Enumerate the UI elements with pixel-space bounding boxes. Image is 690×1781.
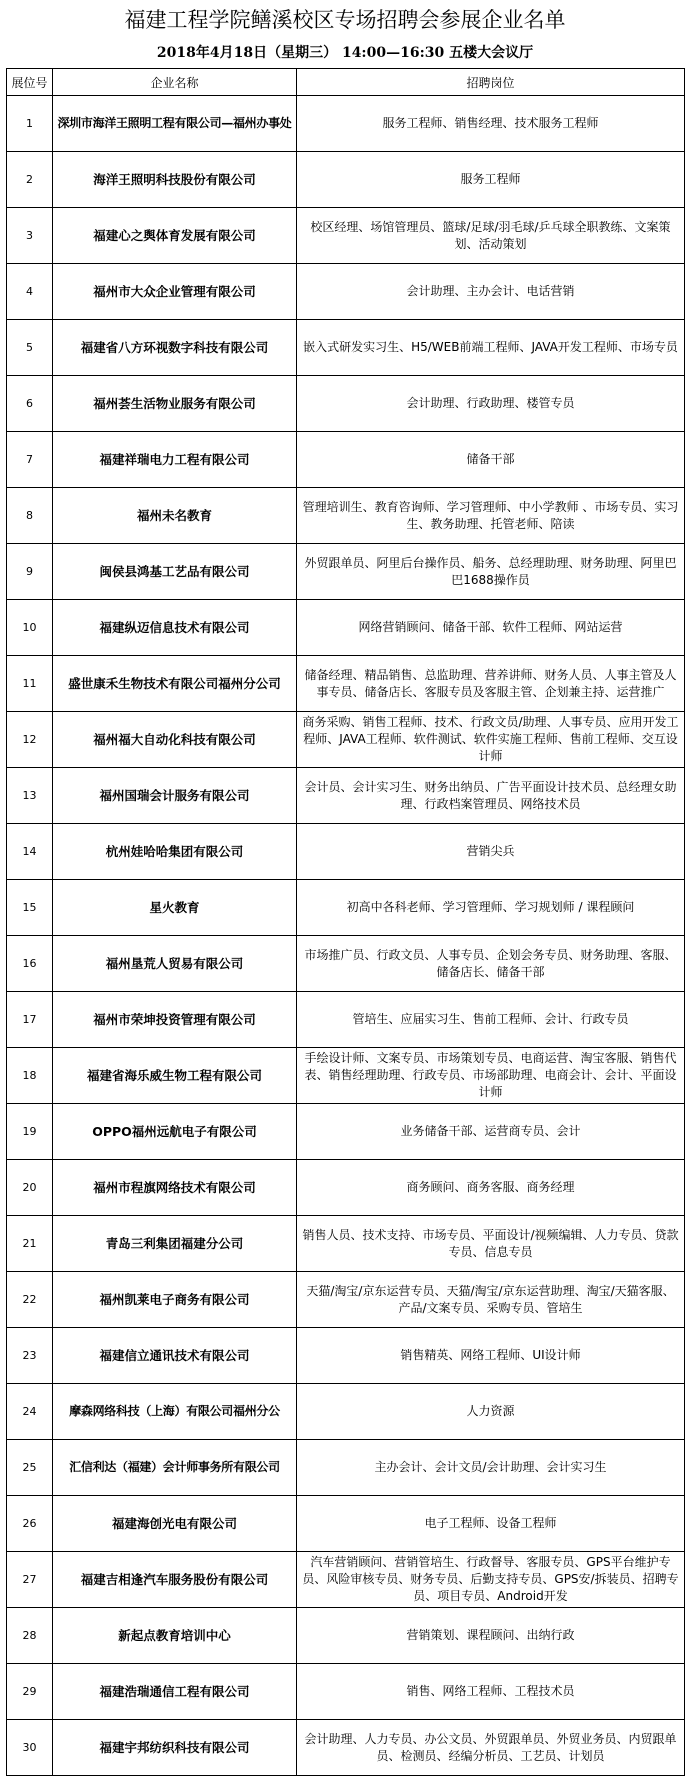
table-row [7, 600, 685, 656]
booth-number: 4 [7, 264, 53, 320]
company-name: 福建信立通讯技术有限公司 [53, 1328, 297, 1384]
positions: 储备经理、精品销售、总监助理、营养讲师、财务人员、人事主管及人事专员、储备店长、客服专员及客服主管、企划兼主持、运营推广 [297, 656, 685, 712]
table-row [7, 376, 685, 432]
positions: 商务采购、销售工程师、技术、行政文员/助理、人事专员、应用开发工程师、JAVA工程师、软件测试、软件实施工程师、售前工程师、交互设计师 [297, 712, 685, 768]
booth-number: 16 [7, 936, 53, 992]
positions: 商务顾问、商务客服、商务经理 [297, 1160, 685, 1216]
table-row [7, 712, 685, 768]
booth-number: 1 [7, 96, 53, 152]
booth-number: 23 [7, 1328, 53, 1384]
company-name: 福州凯莱电子商务有限公司 [53, 1272, 297, 1328]
booth-number: 27 [7, 1552, 53, 1608]
table-row [7, 96, 685, 152]
company-name: 福建海创光电有限公司 [53, 1496, 297, 1552]
booth-number: 25 [7, 1440, 53, 1496]
company-name: 青岛三利集团福建分公司 [53, 1216, 297, 1272]
positions: 营销策划、课程顾问、出纳行政 [297, 1608, 685, 1664]
table-row [7, 768, 685, 824]
booth-number: 21 [7, 1216, 53, 1272]
positions: 主办会计、会计文员/会计助理、会计实习生 [297, 1440, 685, 1496]
positions: 管培生、应届实习生、售前工程师、会计、行政专员 [297, 992, 685, 1048]
booth-number: 15 [7, 880, 53, 936]
company-name: 摩森网络科技（上海）有限公司福州分公 [53, 1384, 297, 1440]
positions: 电子工程师、设备工程师 [297, 1496, 685, 1552]
table-row [7, 208, 685, 264]
positions: 服务工程师、销售经理、技术服务工程师 [297, 96, 685, 152]
booth-number: 30 [7, 1720, 53, 1776]
column-header-positions: 招聘岗位 [297, 69, 685, 96]
company-name: 福建纵迈信息技术有限公司 [53, 600, 297, 656]
booth-number: 17 [7, 992, 53, 1048]
company-name: 福建省八方环视数字科技有限公司 [53, 320, 297, 376]
company-name: 福州未名教育 [53, 488, 297, 544]
table-row [7, 656, 685, 712]
table-row [7, 1104, 685, 1160]
table-row [7, 936, 685, 992]
table-row [7, 1440, 685, 1496]
table-row [7, 1216, 685, 1272]
positions: 销售、网络工程师、工程技术员 [297, 1664, 685, 1720]
positions: 会计员、会计实习生、财务出纳员、广告平面设计技术员、总经理女助理、行政档案管理员、网络技术员 [297, 768, 685, 824]
company-name: 福州国瑞会计服务有限公司 [53, 768, 297, 824]
positions: 服务工程师 [297, 152, 685, 208]
table-row [7, 1496, 685, 1552]
booth-number: 6 [7, 376, 53, 432]
table-row [7, 264, 685, 320]
table-row [7, 1160, 685, 1216]
positions: 网络营销顾问、储备干部、软件工程师、网站运营 [297, 600, 685, 656]
table-header-row [7, 69, 685, 96]
table-row [7, 488, 685, 544]
company-name: 福州市大众企业管理有限公司 [53, 264, 297, 320]
positions: 销售精英、网络工程师、UI设计师 [297, 1328, 685, 1384]
positions: 市场推广员、行政文员、人事专员、企划会务专员、财务助理、客服、储备店长、储备干部 [297, 936, 685, 992]
booth-number: 20 [7, 1160, 53, 1216]
table-row [7, 824, 685, 880]
booth-number: 11 [7, 656, 53, 712]
positions: 嵌入式研发实习生、H5/WEB前端工程师、JAVA开发工程师、市场专员 [297, 320, 685, 376]
table-row [7, 1552, 685, 1608]
company-name: 闽侯县鸿基工艺品有限公司 [53, 544, 297, 600]
table-row [7, 432, 685, 488]
table-row [7, 320, 685, 376]
company-name: 福州垦荒人贸易有限公司 [53, 936, 297, 992]
table-row [7, 1720, 685, 1776]
positions: 管理培训生、教育咨询师、学习管理师、中小学教师 、市场专员、实习生、教务助理、托管老师、陪读 [297, 488, 685, 544]
column-header-booth: 展位号 [7, 69, 53, 96]
company-name: 福州市荣坤投资管理有限公司 [53, 992, 297, 1048]
company-name: 福州荟生活物业服务有限公司 [53, 376, 297, 432]
booth-number: 9 [7, 544, 53, 600]
event-info: 2018年4月18日（星期三） 14:00—16:30 五楼大会议厅 [156, 45, 534, 61]
positions: 销售人员、技术支持、市场专员、平面设计/视频编辑、人力专员、贷款专员、信息专员 [297, 1216, 685, 1272]
company-name: 深圳市海洋王照明工程有限公司—福州办事处 [53, 96, 297, 152]
positions: 汽车营销顾问、营销管培生、行政督导、客服专员、GPS平台维护专员、风险审核专员、财务专员、后勤支持专员、GPS安/拆装员、招聘专员、项目专员、Android开发 [297, 1552, 685, 1608]
positions: 会计助理、人力专员、办公文员、外贸跟单员、外贸业务员、内贸跟单员、检测员、经编分析员、工艺员、计划员 [297, 1720, 685, 1776]
booth-number: 12 [7, 712, 53, 768]
company-name: 新起点教育培训中心 [53, 1608, 297, 1664]
booth-number: 19 [7, 1104, 53, 1160]
company-name: 杭州娃哈哈集团有限公司 [53, 824, 297, 880]
positions: 外贸跟单员、阿里后台操作员、船务、总经理助理、财务助理、阿里巴巴1688操作员 [297, 544, 685, 600]
booth-number: 7 [7, 432, 53, 488]
company-name: 福建心之舆体育发展有限公司 [53, 208, 297, 264]
table-body [7, 96, 685, 1776]
positions: 人力资源 [297, 1384, 685, 1440]
table-row [7, 1272, 685, 1328]
company-name: 福州福大自动化科技有限公司 [53, 712, 297, 768]
booth-number: 22 [7, 1272, 53, 1328]
booth-number: 10 [7, 600, 53, 656]
table-row [7, 880, 685, 936]
company-name: 盛世康禾生物技术有限公司福州分公司 [53, 656, 297, 712]
booth-number: 29 [7, 1664, 53, 1720]
positions: 初高中各科老师、学习管理师、学习规划师 / 课程顾问 [297, 880, 685, 936]
booth-number: 2 [7, 152, 53, 208]
table-row [7, 1048, 685, 1104]
table-row [7, 1608, 685, 1664]
table-row [7, 544, 685, 600]
booth-number: 3 [7, 208, 53, 264]
company-name: 福建省海乐威生物工程有限公司 [53, 1048, 297, 1104]
booth-number: 13 [7, 768, 53, 824]
company-name: 福建祥瑞电力工程有限公司 [53, 432, 297, 488]
company-name: OPPO福州远航电子有限公司 [53, 1104, 297, 1160]
company-name: 福州市程旗网络技术有限公司 [53, 1160, 297, 1216]
booth-number: 8 [7, 488, 53, 544]
company-name: 福建吉相逢汽车服务股份有限公司 [53, 1552, 297, 1608]
table-row [7, 152, 685, 208]
exhibitor-table [6, 68, 685, 1776]
booth-number: 28 [7, 1608, 53, 1664]
table-row [7, 1384, 685, 1440]
positions: 会计助理、主办会计、电话营销 [297, 264, 685, 320]
positions: 储备干部 [297, 432, 685, 488]
positions: 手绘设计师、文案专员、市场策划专员、电商运营、淘宝客服、销售代表、销售经理助理、行政专员、市场部助理、电商会计、会计、平面设计师 [297, 1048, 685, 1104]
positions: 校区经理、场馆管理员、篮球/足球/羽毛球/乒乓球全职教练、文案策划、活动策划 [297, 208, 685, 264]
booth-number: 5 [7, 320, 53, 376]
booth-number: 24 [7, 1384, 53, 1440]
table-row [7, 1328, 685, 1384]
positions: 天猫/淘宝/京东运营专员、天猫/淘宝/京东运营助理、淘宝/天猫客服、产品/文案专员、采购专员、管培生 [297, 1272, 685, 1328]
booth-number: 26 [7, 1496, 53, 1552]
company-name: 福建浩瑞通信工程有限公司 [53, 1664, 297, 1720]
column-header-company: 企业名称 [53, 69, 297, 96]
company-name: 星火教育 [53, 880, 297, 936]
positions: 业务储备干部、运营商专员、会计 [297, 1104, 685, 1160]
page-title: 福建工程学院鳝溪校区专场招聘会参展企业名单 [124, 8, 566, 32]
company-name: 汇信利达（福建）会计师事务所有限公司 [53, 1440, 297, 1496]
positions: 营销尖兵 [297, 824, 685, 880]
booth-number: 14 [7, 824, 53, 880]
company-name: 福建宇邦纺织科技有限公司 [53, 1720, 297, 1776]
booth-number: 18 [7, 1048, 53, 1104]
company-name: 海洋王照明科技股份有限公司 [53, 152, 297, 208]
table-row [7, 1664, 685, 1720]
table-row [7, 992, 685, 1048]
positions: 会计助理、行政助理、楼管专员 [297, 376, 685, 432]
